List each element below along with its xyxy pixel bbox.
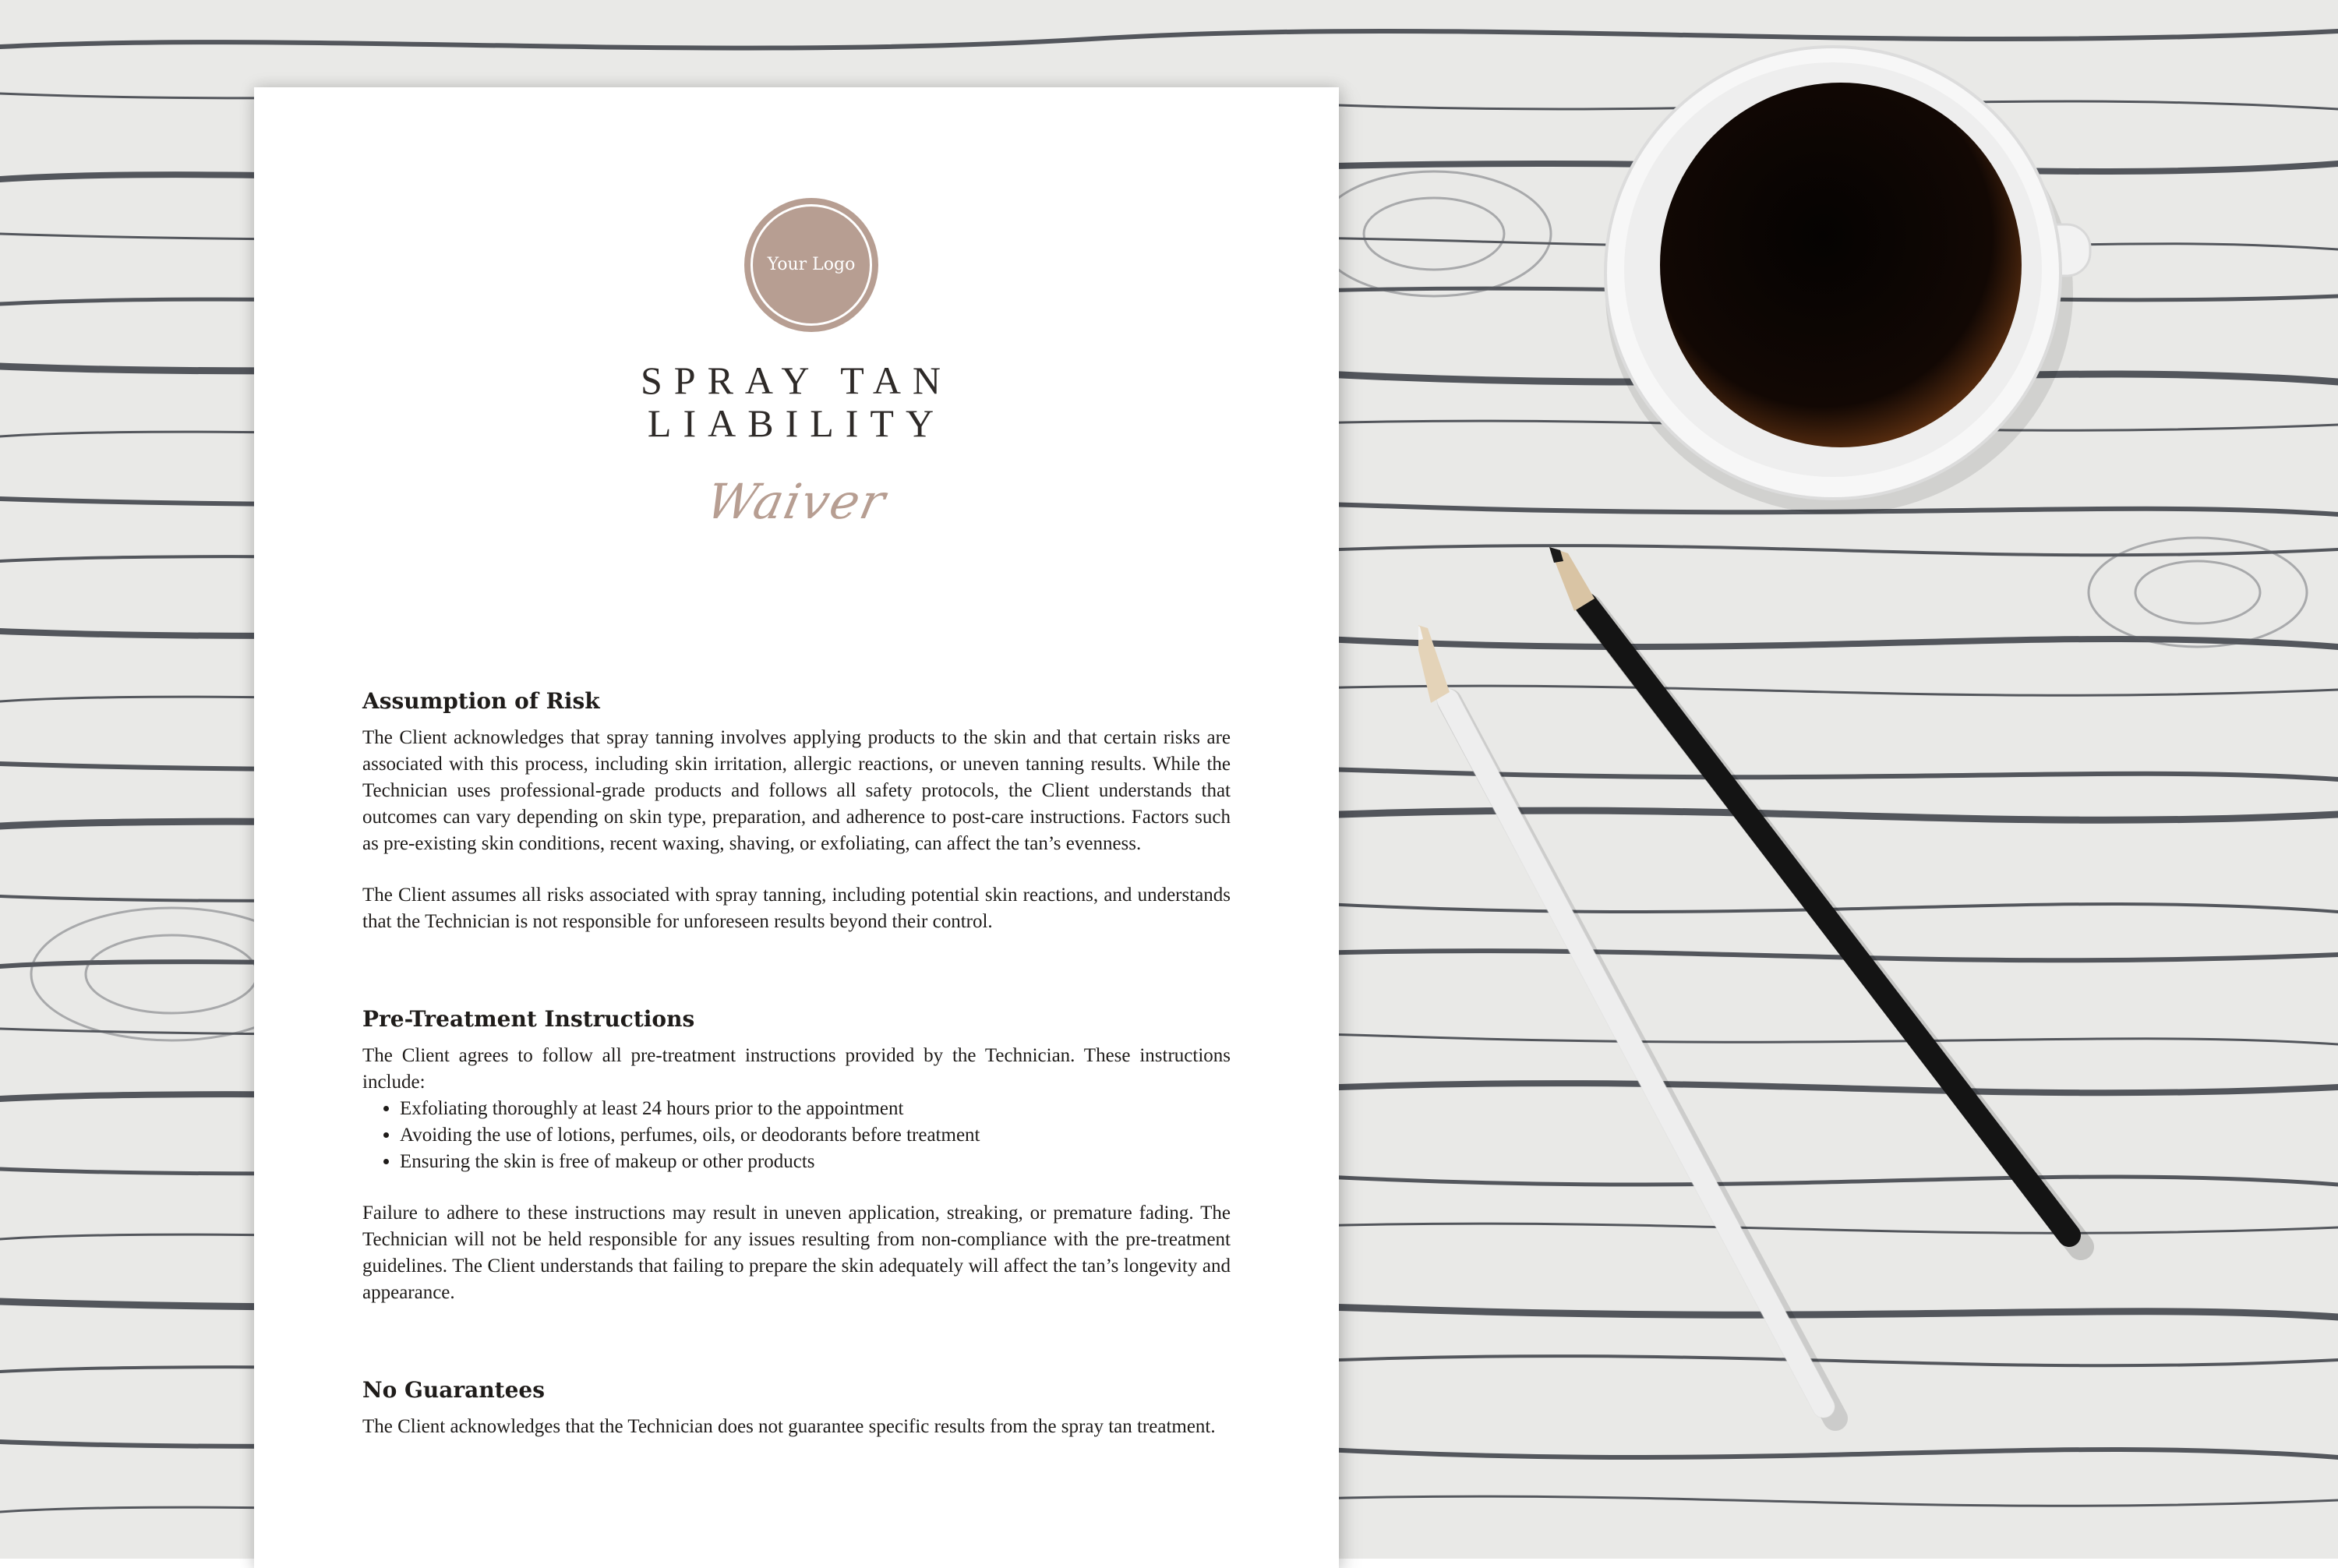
section-heading-no-guarantees: No Guarantees [362,1377,546,1403]
waiver-document [254,87,1339,1568]
section-paragraph: The Client assumes all risks associated with spray tanning, including potential skin reactions, and understands that the Technician is not responsible for unforeseen results beyond their control. [362,885,1231,932]
document-title-line-2: LIABILITY [647,401,946,445]
list-item: • Ensuring the skin is free of makeup or other products [400,1149,1231,1175]
white-pencil-icon [1418,623,1835,1418]
document-subtitle-script: Waiver [701,473,892,530]
section-heading-assumption-of-risk: Assumption of Risk [362,688,600,714]
pre-treatment-list [362,1096,1231,1175]
list-item: • Exfoliating thoroughly at least 24 hours prior to the appointment [400,1096,1231,1122]
document-body [362,687,1231,1465]
black-pencil-icon [1549,547,2081,1247]
section-spacer [362,1331,1231,1376]
section-heading-pre-treatment: Pre-Treatment Instructions [362,1006,695,1032]
logo-placeholder [744,198,878,332]
section-spacer [362,960,1231,1005]
coffee-cup-icon [1591,23,2096,514]
logo-text: Your Logo [767,255,856,274]
section-paragraph: Failure to adhere to these instructions may result in uneven application, streaking, or premature fading. The Technician will not be held responsible for any issues resulting from non-compliance with the pre-treatment guidelines. The Client understands that failing to prepare the skin adequately will affect the tan’s longevity and appearance. [362,1202,1231,1303]
section-paragraph: The Client acknowledges that spray tanning involves applying products to the skin and that certain risks are associated with this process, including skin irritation, allergic reactions, or uneven tanning results. While the Technician uses professional-grade products and follows all safety protocols, the Client understands that outcomes can vary depending on skin type, preparation, and adherence to post-care instructions. Factors such as pre-existing skin conditions, recent waxing, shaving, or exfoliating, can affect the tan’s evenness. [362,727,1231,854]
list-item: • Avoiding the use of lotions, perfumes, oils, or deodorants before treatment [400,1122,1231,1149]
section-paragraph: The Client acknowledges that the Technician does not guarantee specific results from the spray tan treatment. [362,1416,1216,1437]
document-title-line-1: SPRAY TAN [640,358,953,402]
section-paragraph: The Client agrees to follow all pre-treatment instructions provided by the Technician. These instructions include: [362,1045,1231,1093]
pencils-icon [1418,530,2120,1465]
